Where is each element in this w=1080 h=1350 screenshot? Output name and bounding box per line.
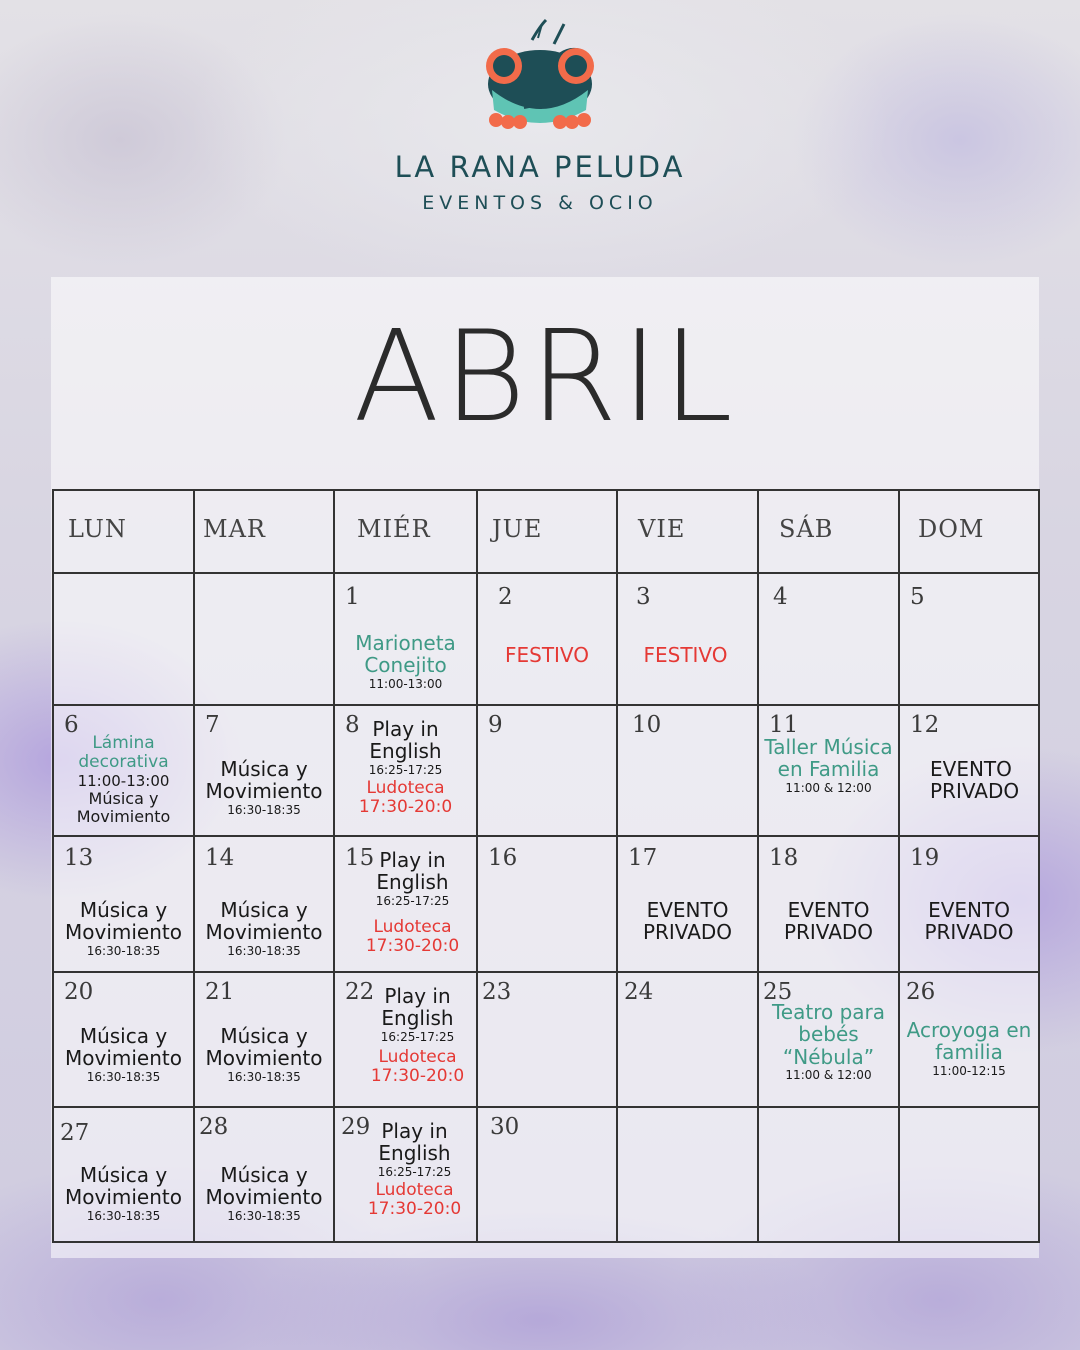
ludoteca-label: Ludoteca — [378, 1047, 457, 1068]
day-number: 5 — [910, 584, 925, 610]
day-cell — [617, 836, 758, 972]
day-cell — [477, 705, 617, 836]
day-cell-empty — [194, 573, 334, 705]
weekday-label: SÁB — [779, 515, 834, 543]
event-time: 11:00 & 12:00 — [785, 1068, 872, 1083]
event-title: Música y Movimiento — [65, 1163, 182, 1210]
day-number: 7 — [205, 712, 220, 738]
day-number: 8 — [345, 712, 360, 738]
weekday-header — [617, 490, 758, 573]
event-title: Play in English — [369, 717, 442, 764]
day-number: 6 — [64, 712, 79, 738]
day-number: 10 — [632, 712, 662, 738]
day-number: 3 — [636, 584, 651, 610]
event-title: Teatro para bebés “Nébula” — [771, 1000, 886, 1069]
day-cell — [617, 972, 758, 1107]
day-cell — [334, 1107, 477, 1242]
day-number: 1 — [345, 584, 360, 610]
event-title: Música y Movimiento — [65, 898, 182, 945]
day-cell — [334, 972, 477, 1107]
day-cell — [617, 573, 758, 705]
day-number: 15 — [345, 845, 375, 871]
day-number: 9 — [488, 712, 503, 738]
day-cell-empty — [899, 1107, 1039, 1242]
weekday-label: DOM — [918, 515, 985, 543]
event-time: 11:00-12:15 — [932, 1063, 1006, 1078]
day-cell — [53, 1107, 194, 1242]
day-number: 13 — [64, 845, 94, 871]
ludoteca-time: 17:30-20:0 — [370, 1066, 465, 1087]
event-time: 16:30-18:35 — [227, 943, 301, 958]
day-number: 18 — [769, 845, 799, 871]
day-cell — [194, 972, 334, 1107]
day-number: 27 — [60, 1120, 90, 1146]
event-title: Música y Movimiento — [205, 1024, 323, 1071]
day-cell — [477, 1107, 617, 1242]
brand-header — [0, 18, 1080, 214]
day-cell — [477, 836, 617, 972]
event-title: Taller Música en Familia — [764, 735, 893, 782]
event-title: Música y Movimiento — [65, 1024, 182, 1071]
weekday-label: LUN — [68, 515, 127, 543]
day-number: 29 — [341, 1114, 371, 1140]
event-time: 11:00 & 12:00 — [785, 780, 872, 795]
holiday-label: FESTIVO — [643, 643, 728, 667]
event-title: Música y Movimiento — [205, 757, 323, 804]
day-cell — [758, 705, 899, 836]
weekday-label: MAR — [203, 515, 266, 543]
calendar-grid — [52, 489, 1040, 1243]
day-cell — [334, 705, 477, 836]
event-title: Marioneta Conejito — [355, 631, 456, 678]
day-cell — [53, 836, 194, 972]
weekday-header — [758, 490, 899, 573]
day-number: 2 — [498, 584, 513, 610]
event-time: 16:25-17:25 — [368, 762, 443, 777]
day-cell — [334, 573, 477, 705]
day-number: 22 — [345, 979, 375, 1005]
day-number: 16 — [488, 845, 518, 871]
day-cell — [899, 972, 1039, 1107]
event-time: 16:30-18:35 — [86, 1208, 161, 1223]
day-cell — [899, 836, 1039, 972]
day-number: 14 — [205, 845, 235, 871]
event-title: Play in English — [378, 1119, 451, 1166]
ludoteca-label: Ludoteca — [373, 917, 452, 938]
holiday-label: FESTIVO — [504, 643, 590, 667]
day-cell-empty — [758, 1107, 899, 1242]
private-event-label: EVENTO PRIVADO — [924, 898, 1014, 945]
event-title: Lámina decorativa — [78, 733, 169, 773]
day-number: 20 — [64, 979, 94, 1005]
weekday-header — [899, 490, 1039, 573]
weekday-label: VIE — [638, 515, 686, 543]
frog-logo — [480, 18, 600, 136]
ludoteca-time: 17:30-20:0 — [367, 1199, 462, 1220]
day-number: 12 — [910, 712, 940, 738]
week-row — [53, 573, 1039, 705]
event-time: 16:25-17:25 — [377, 1164, 452, 1179]
day-cell — [194, 1107, 334, 1242]
weekday-label: MIÉR — [357, 515, 431, 543]
day-cell — [53, 705, 194, 836]
day-number: 4 — [773, 584, 788, 610]
private-event-label: EVENTO PRIVADO — [930, 757, 1020, 804]
event-title-overlap: Música y Movimiento — [76, 789, 171, 826]
ludoteca-label: Ludoteca — [375, 1180, 454, 1201]
day-cell — [53, 972, 194, 1107]
week-row — [53, 836, 1039, 972]
ludoteca-label: Ludoteca — [366, 778, 445, 799]
day-cell — [194, 705, 334, 836]
private-event-label: EVENTO PRIVADO — [783, 898, 874, 945]
day-number: 24 — [624, 979, 654, 1005]
event-time: 16:25-17:25 — [380, 1029, 455, 1044]
weekday-header — [334, 490, 477, 573]
event-time: 11:00-13:00 — [368, 676, 443, 691]
event-time: 16:30-18:35 — [227, 802, 301, 817]
event-time: 16:30-18:35 — [86, 943, 161, 958]
day-cell — [758, 573, 899, 705]
event-time: 16:30-18:35 — [86, 1069, 161, 1084]
day-number: 17 — [628, 845, 658, 871]
event-title: Música y Movimiento — [205, 1163, 323, 1210]
week-row — [53, 972, 1039, 1107]
day-cell-empty — [617, 1107, 758, 1242]
weekday-header — [53, 490, 194, 573]
day-number: 19 — [910, 845, 940, 871]
event-title: Play in English — [376, 848, 449, 895]
event-title: Play in English — [381, 984, 454, 1031]
brand-subtitle: EVENTOS & OCIO — [422, 192, 658, 214]
ludoteca-time: 17:30-20:0 — [365, 936, 460, 957]
day-number: 30 — [490, 1114, 520, 1140]
month-title: ABRIL — [353, 303, 737, 450]
day-cell — [899, 705, 1039, 836]
day-cell — [899, 573, 1039, 705]
brand-name: LA RANA PELUDA — [394, 150, 686, 184]
day-number: 28 — [199, 1114, 229, 1140]
weekday-label: JUE — [492, 515, 543, 543]
event-time: 11:00-13:00 — [77, 772, 170, 791]
day-number: 25 — [763, 979, 793, 1005]
day-number: 26 — [906, 979, 936, 1005]
day-number: 23 — [482, 979, 512, 1005]
weekday-header — [477, 490, 617, 573]
day-cell — [758, 972, 899, 1107]
private-event-label: EVENTO PRIVADO — [642, 898, 733, 945]
week-row — [53, 705, 1039, 836]
event-title: Acroyoga en familia — [906, 1018, 1032, 1065]
event-title: Música y Movimiento — [205, 898, 323, 945]
weekday-header — [194, 490, 334, 573]
day-number: 21 — [205, 979, 235, 1005]
day-cell — [477, 573, 617, 705]
day-cell — [758, 836, 899, 972]
day-cell-empty — [53, 573, 194, 705]
week-row — [53, 1107, 1039, 1242]
weekday-header-row — [53, 490, 1039, 573]
day-cell — [617, 705, 758, 836]
event-time: 16:30-18:35 — [227, 1208, 301, 1223]
day-cell — [334, 836, 477, 972]
event-time: 16:25-17:25 — [375, 893, 450, 908]
day-number: 11 — [769, 712, 799, 738]
day-cell — [477, 972, 617, 1107]
event-time: 16:30-18:35 — [227, 1069, 301, 1084]
ludoteca-time: 17:30-20:0 — [358, 797, 453, 818]
day-cell — [194, 836, 334, 972]
